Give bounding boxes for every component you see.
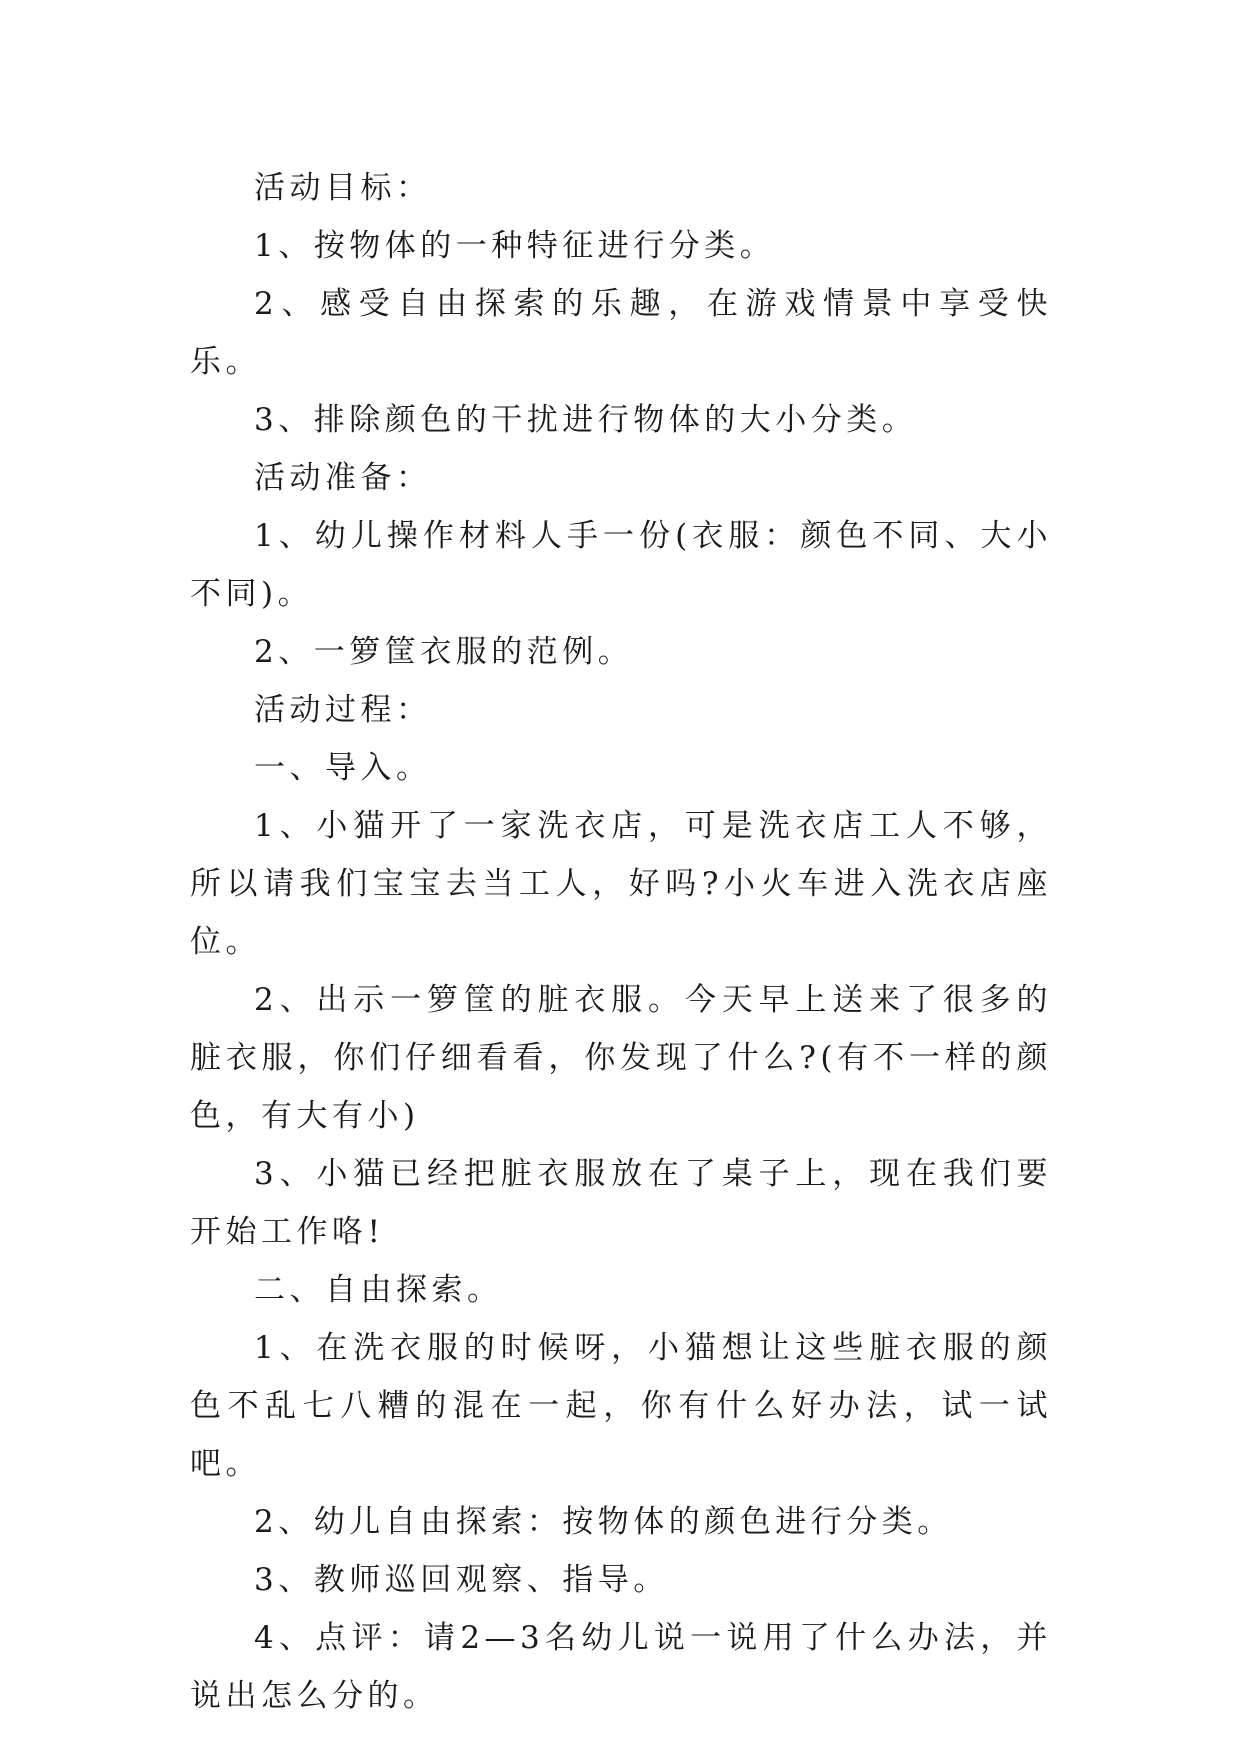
- explore-item-2: 2、幼儿自由探索：按物体的颜色进行分类。: [254, 1504, 953, 1540]
- process-step-heading-intro: 一、导入。: [254, 750, 432, 786]
- process-step-heading-explore: 二、自由探索。: [254, 1272, 503, 1308]
- preparation-item-1: 1、幼儿操作材料人手一份(衣服：颜色不同、大小不同)。: [190, 518, 1052, 612]
- intro-item-1: 1、小猫开了一家洗衣店，可是洗衣店工人不够，所以请我们宝宝去当工人，好吗?小火车进入洗衣店座位。: [190, 808, 1052, 960]
- goal-item-3: 3、排除颜色的干扰进行物体的大小分类。: [254, 402, 918, 438]
- intro-item-2: 2、出示一箩筐的脏衣服。今天早上送来了很多的脏衣服，你们仔细看看，你发现了什么?(有不一样的颜色，有大有小): [190, 982, 1052, 1134]
- document-body: [190, 159, 1052, 1725]
- explore-item-4: 4、点评：请2—3名幼儿说一说用了什么办法，并说出怎么分的。: [190, 1620, 1052, 1714]
- goal-item-2: 2、感受自由探索的乐趣，在游戏情景中享受快乐。: [190, 286, 1052, 380]
- goal-item-1: 1、按物体的一种特征进行分类。: [254, 228, 776, 264]
- section-heading-preparation: 活动准备：: [254, 460, 432, 496]
- intro-item-3: 3、小猫已经把脏衣服放在了桌子上，现在我们要开始工作咯!: [190, 1156, 1052, 1250]
- section-heading-process: 活动过程：: [254, 692, 432, 728]
- explore-item-1: 1、在洗衣服的时候呀，小猫想让这些脏衣服的颜色不乱七八糟的混在一起，你有什么好办法，试一试吧。: [190, 1330, 1052, 1482]
- preparation-item-2: 2、一箩筐衣服的范例。: [254, 634, 634, 670]
- explore-item-3: 3、教师巡回观察、指导。: [254, 1562, 669, 1598]
- section-heading-goals: 活动目标：: [254, 170, 432, 206]
